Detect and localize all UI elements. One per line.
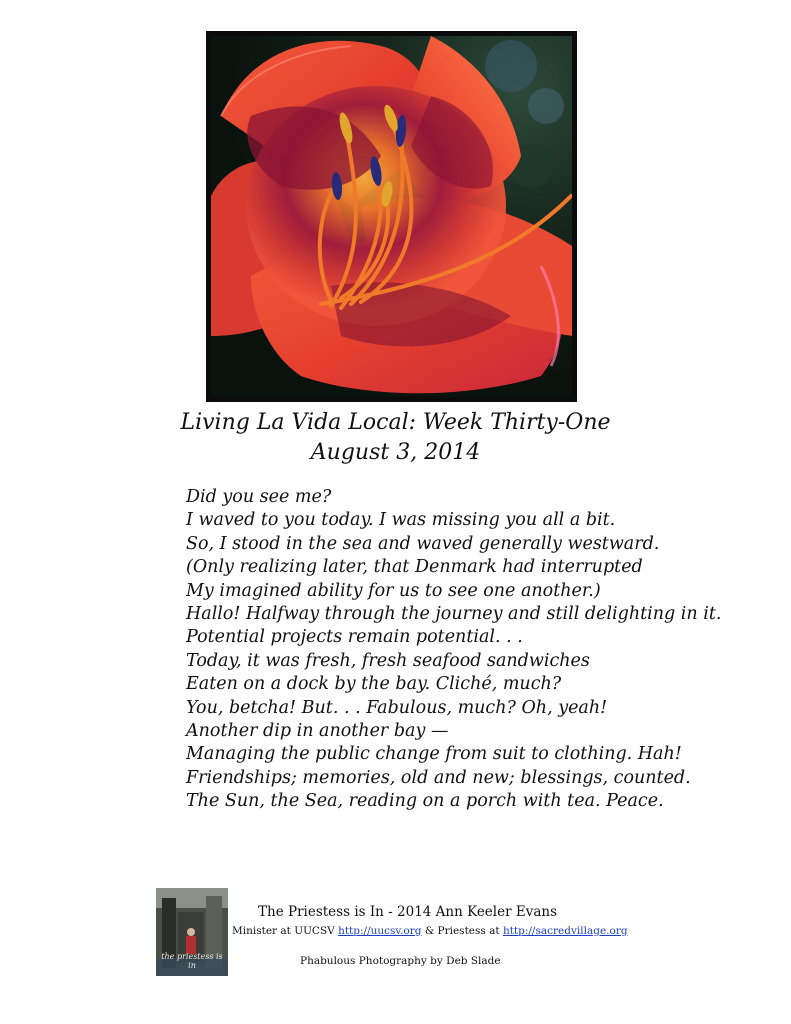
page-date: August 3, 2014 [310, 440, 481, 465]
logo-text: the priestess is in [161, 952, 223, 970]
footer-affiliations [232, 925, 628, 937]
photo-credit: Phabulous Photography by Deb Slade [300, 955, 501, 967]
poem-line: So, I stood in the sea and waved generally westward. [186, 533, 660, 554]
poem-line: Eaten on a dock by the bay. Cliché, much? [186, 674, 562, 695]
sacredvillage-link[interactable]: http://sacredvillage.org [502, 925, 628, 937]
poem-line: Managing the public change from suit to clothing. Hah! [186, 744, 682, 765]
daylily-photo [211, 36, 572, 397]
footer-title: The Priestess is In - 2014 Ann Keeler Evans [258, 904, 558, 920]
poem-line: (Only realizing later, that Denmark had interrupted [186, 557, 643, 578]
priestess-logo [156, 888, 228, 976]
poem-line: Did you see me? [186, 487, 332, 507]
page-title: Living La Vida Local: Week Thirty-One [180, 410, 611, 435]
priestess-text: & Priestess at [421, 925, 503, 937]
poem-line: The Sun, the Sea, reading on a porch with tea. Peace. [186, 791, 664, 812]
photo-frame [206, 31, 577, 402]
poem-line: I waved to you today. I was missing you all a bit. [186, 510, 616, 531]
poem-line: Friendships; memories, old and new; blessings, counted. [186, 767, 691, 788]
uucsv-link[interactable]: http://uucsv.org [338, 925, 422, 937]
poem-line: Another dip in another bay — [186, 721, 449, 742]
poem-line: You, betcha! But. . . Fabulous, much? Oh, yeah! [186, 697, 608, 718]
minister-text: Minister at UUCSV [232, 925, 339, 937]
poem-line: Potential projects remain potential. . . [186, 627, 523, 648]
poem-line: Hallo! Halfway through the journey and still delighting in it. [186, 604, 722, 625]
poem-line: My imagined ability for us to see one another.) [186, 580, 601, 601]
daylily-image [211, 36, 572, 397]
poem-line: Today, it was fresh, fresh seafood sandwiches [186, 650, 590, 671]
poem [186, 486, 746, 814]
